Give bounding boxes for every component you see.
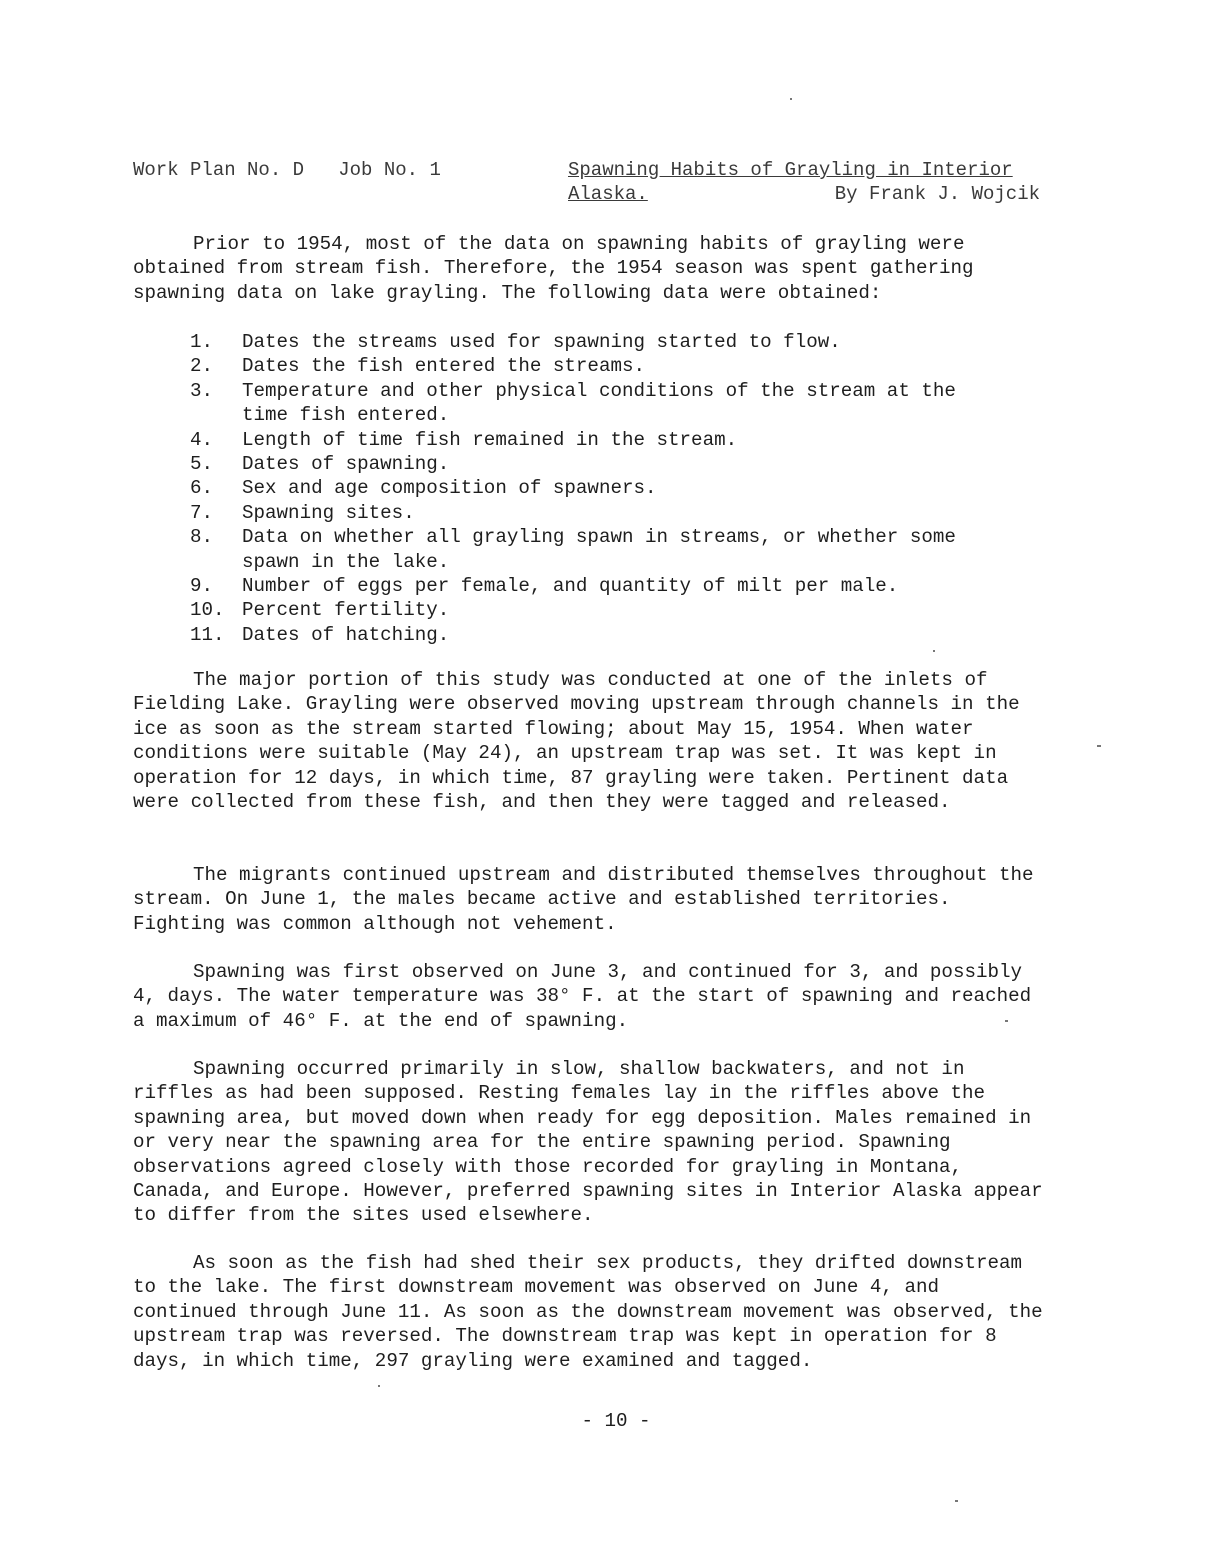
author-name: By Frank J. Wojcik [834,183,1040,205]
scan-speck [1097,745,1101,747]
study-location-paragraph: The major portion of this study was conducted at one of the inlets of Fielding Lake. Grayling were observed moving upstream through channels in the ice as soon as the stream started flowing; about May 15, 1954. When water conditions were suitable (May 24), an upstream trap was set. It was kept in operation for 12 days, in which time, 87 grayling were taken. Pertinent data were collected from these fish, and then they were tagged and released. [133,669,1020,814]
list-item-number: 5. [190,453,214,476]
migration-paragraph: The migrants continued upstream and distributed themselves throughout the stream. On June 1, the males became active and established territories. Fighting was common although not vehement. [133,864,1034,935]
intro-paragraph-block [133,232,1043,305]
data-obtained-list [190,330,1010,647]
list-item-number: 7. [190,501,214,524]
study-location-paragraph-block [133,668,1043,814]
downstream-movement-paragraph-block [133,1251,1043,1373]
list-item-text: Spawning sites. [242,501,415,524]
list-item [190,354,1010,378]
list-item [190,428,1010,452]
page-number: - 10 - [581,1410,651,1432]
list-item-number: 4. [190,428,214,451]
migration-paragraph-block [133,863,1043,936]
list-item-number: 1. [190,331,214,353]
list-item [190,623,1010,647]
list-item [190,476,1010,500]
report-title-line1: Spawning Habits of Grayling in Interior [568,159,1013,181]
list-item-text: Dates of spawning. [242,453,450,476]
spawning-dates-paragraph-block [133,960,1043,1033]
list-item-number: 9. [190,575,214,598]
scan-speck [378,1385,380,1387]
report-title-line2: Alaska. [568,183,648,205]
title-author-row [568,182,1040,206]
list-item-text: Length of time fish remained in the stream. [242,428,738,451]
list-item-number: 10. [190,599,225,622]
list-item [190,574,1010,598]
report-title-block [568,158,1040,206]
list-item [190,379,1010,428]
list-item-number: 8. [190,526,214,549]
list-item-text: Dates of hatching. [242,623,450,646]
list-item [190,598,1010,622]
list-item-number: 11. [190,623,225,646]
list-item-number: 6. [190,477,214,500]
list-item [190,330,1010,354]
list-item-text: Data on whether all grayling spawn in streams, or whether some spawn in the lake. [242,526,956,573]
list-item-text: Sex and age composition of spawners. [242,477,657,500]
scan-speck [933,650,935,652]
intro-paragraph: Prior to 1954, most of the data on spawning habits of grayling were obtained from stream fish. Therefore, the 1954 season was spent gathering spawning data on lake grayling. The following data were obtained: [133,233,974,304]
scan-speck [1005,1020,1008,1022]
list-item [190,525,1010,574]
downstream-movement-paragraph: As soon as the fish had shed their sex products, they drifted downstream to the lake. The first downstream movement was observed on June 4, and continued through June 11. As soon as the downstream movement was observed, the upstream trap was reversed. The downstream trap was kept in operation for 8 days, in which time, 297 grayling were examined and tagged. [133,1252,1043,1372]
scan-speck [955,1500,958,1502]
list-item-number: 3. [190,379,214,402]
list-item [190,452,1010,476]
work-plan-label: Work Plan No. D Job No. 1 [133,159,441,181]
list-item-text: Temperature and other physical conditions of the stream at the time fish entered. [242,379,956,427]
spawning-dates-paragraph: Spawning was first observed on June 3, and continued for 3, and possibly 4, days. The water temperature was 38° F. at the start of spawning and reached a maximum of 46° F. at the end of spawning. [133,961,1032,1032]
list-item [190,501,1010,525]
list-item-text: Dates the fish entered the streams. [242,355,646,378]
list-item-text: Dates the streams used for spawning started to flow. [242,331,841,353]
spawning-sites-paragraph-block [133,1057,1043,1228]
list-item-text: Percent fertility. [242,599,450,622]
list-item-text: Number of eggs per female, and quantity of milt per male. [242,575,899,598]
list-item-number: 2. [190,355,214,378]
spawning-sites-paragraph: Spawning occurred primarily in slow, shallow backwaters, and not in riffles as had been supposed. Resting females lay in the riffles above the spawning area, but moved down when ready for egg deposition. Males remained in or very near the spawning area for the entire spawning period. Spawning observations agreed closely with those recorded for grayling in Montana, Canada, and Europe. However, preferred spawning sites in Interior Alaska appear to differ from the sites used elsewhere. [133,1058,1043,1227]
scan-speck [790,98,792,100]
